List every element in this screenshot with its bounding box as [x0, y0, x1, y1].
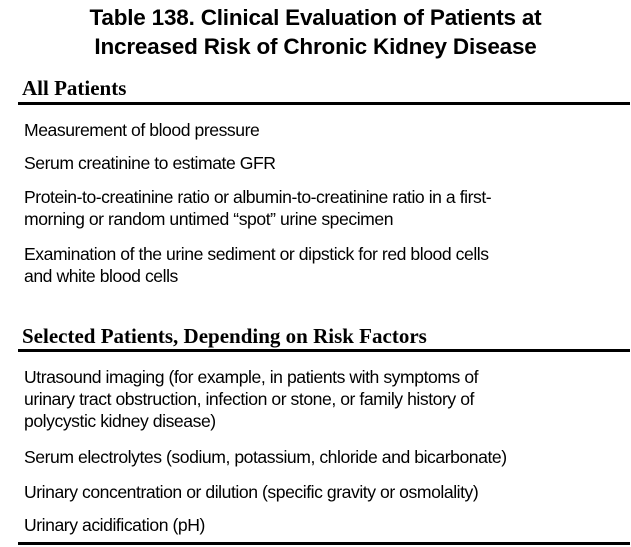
list-item-line: and white blood cells — [24, 266, 178, 286]
list-item — [24, 243, 626, 287]
section-heading-selected-patients: Selected Patients, Depending on Risk Factors — [22, 324, 427, 348]
table-title — [0, 3, 631, 61]
list-item-line: Protein-to-creatinine ratio or albumin-to-creatinine ratio in a first- — [24, 187, 492, 207]
list-item — [24, 514, 626, 536]
list-item-line: Urinary concentration or dilution (specific gravity or osmolality) — [24, 482, 479, 502]
table-title-line-1: Table 138. Clinical Evaluation of Patients at — [89, 5, 542, 30]
list-item — [24, 481, 626, 503]
list-item-line: polycystic kidney disease) — [24, 411, 216, 431]
list-item-line: morning or random untimed “spot” urine specimen — [24, 209, 394, 229]
table-bottom-rule — [18, 542, 630, 545]
list-item — [24, 446, 626, 468]
list-item-line: Utrasound imaging (for example, in patients with symptoms of — [24, 367, 479, 387]
table-title-line-2: Increased Risk of Chronic Kidney Disease — [94, 34, 537, 59]
list-item-line: Examination of the urine sediment or dipstick for red blood cells — [24, 244, 489, 264]
list-item-line: Measurement of blood pressure — [24, 120, 260, 140]
list-item-line: Serum electrolytes (sodium, potassium, chloride and bicarbonate) — [24, 447, 507, 467]
section-heading-all-patients: All Patients — [22, 76, 127, 100]
list-item — [24, 186, 626, 230]
list-item — [24, 152, 626, 174]
section-divider — [18, 349, 630, 352]
list-item — [24, 119, 626, 141]
list-item-line: Serum creatinine to estimate GFR — [24, 153, 276, 173]
list-item-line: urinary tract obstruction, infection or stone, or family history of — [24, 389, 474, 409]
list-item — [24, 366, 626, 432]
list-item-line: Urinary acidification (pH) — [24, 515, 205, 535]
section-divider — [18, 102, 630, 105]
